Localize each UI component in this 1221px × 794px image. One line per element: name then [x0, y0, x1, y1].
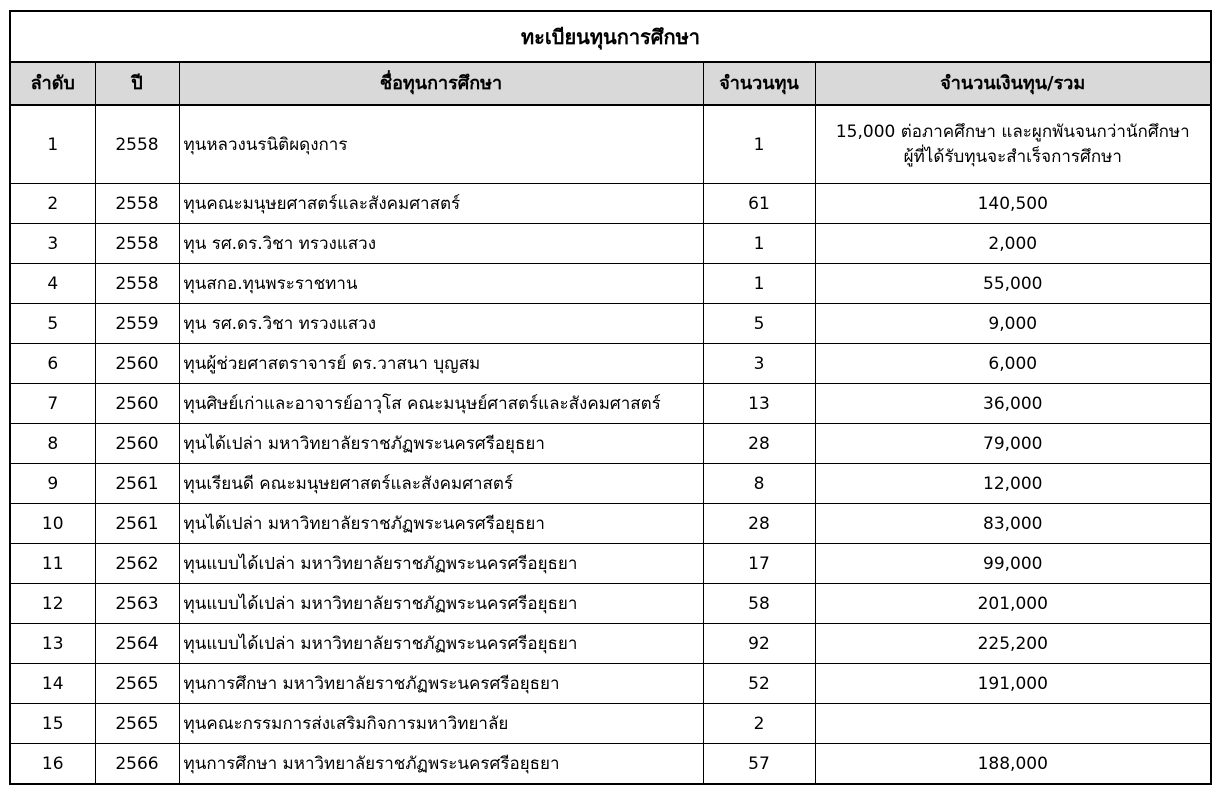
cell-count: 8 [703, 464, 815, 504]
column-header-name: ชื่อทุนการศึกษา [179, 62, 703, 105]
scholarship-register-sheet [9, 10, 1210, 785]
cell-count: 28 [703, 424, 815, 464]
cell-amount: 6,000 [815, 344, 1211, 384]
cell-amount: 188,000 [815, 744, 1211, 785]
cell-no: 10 [10, 504, 95, 544]
table-row [10, 264, 1211, 304]
cell-name: ทุนผู้ช่วยศาสตราจารย์ ดร.วาสนา บุญสม [179, 344, 703, 384]
cell-year: 2559 [95, 304, 179, 344]
cell-name: ทุน รศ.ดร.วิชา ทรวงแสวง [179, 224, 703, 264]
cell-amount: 9,000 [815, 304, 1211, 344]
cell-no: 14 [10, 664, 95, 704]
cell-year: 2558 [95, 264, 179, 304]
cell-name: ทุนคณะมนุษยศาสตร์และสังคมศาสตร์ [179, 184, 703, 224]
table-row [10, 504, 1211, 544]
cell-name: ทุนเรียนดี คณะมนุษยศาสตร์และสังคมศาสตร์ [179, 464, 703, 504]
cell-amount: 55,000 [815, 264, 1211, 304]
cell-name: ทุนศิษย์เก่าและอาจารย์อาวุโส คณะมนุษย์ศาสตร์และสังคมศาสตร์ [179, 384, 703, 424]
cell-count: 13 [703, 384, 815, 424]
cell-amount [815, 704, 1211, 744]
cell-amount: 36,000 [815, 384, 1211, 424]
table-header-row [10, 62, 1211, 105]
table-row [10, 184, 1211, 224]
scholarship-table [9, 10, 1212, 785]
cell-no: 4 [10, 264, 95, 304]
cell-count: 1 [703, 264, 815, 304]
cell-no: 13 [10, 624, 95, 664]
cell-count: 61 [703, 184, 815, 224]
cell-no: 16 [10, 744, 95, 785]
cell-name: ทุนหลวงนรนิติผดุงการ [179, 105, 703, 184]
cell-year: 2560 [95, 344, 179, 384]
column-header-count: จำนวนทุน [703, 62, 815, 105]
table-row [10, 664, 1211, 704]
cell-name: ทุนแบบได้เปล่า มหาวิทยาลัยราชภัฏพระนครศรีอยุธยา [179, 624, 703, 664]
cell-count: 58 [703, 584, 815, 624]
cell-year: 2561 [95, 504, 179, 544]
cell-no: 1 [10, 105, 95, 184]
cell-count: 5 [703, 304, 815, 344]
cell-amount: 191,000 [815, 664, 1211, 704]
cell-no: 11 [10, 544, 95, 584]
table-row [10, 384, 1211, 424]
cell-year: 2558 [95, 184, 179, 224]
cell-name: ทุนแบบได้เปล่า มหาวิทยาลัยราชภัฏพระนครศรีอยุธยา [179, 584, 703, 624]
cell-year: 2558 [95, 224, 179, 264]
table-row [10, 744, 1211, 785]
cell-amount: 2,000 [815, 224, 1211, 264]
cell-count: 17 [703, 544, 815, 584]
cell-name: ทุนคณะกรรมการส่งเสริมกิจการมหาวิทยาลัย [179, 704, 703, 744]
cell-count: 3 [703, 344, 815, 384]
cell-no: 9 [10, 464, 95, 504]
cell-name: ทุนสกอ.ทุนพระราชทาน [179, 264, 703, 304]
table-row [10, 344, 1211, 384]
cell-year: 2562 [95, 544, 179, 584]
cell-amount: 79,000 [815, 424, 1211, 464]
cell-amount: 225,200 [815, 624, 1211, 664]
table-row [10, 105, 1211, 184]
cell-no: 7 [10, 384, 95, 424]
cell-name: ทุนแบบได้เปล่า มหาวิทยาลัยราชภัฏพระนครศรีอยุธยา [179, 544, 703, 584]
cell-amount: 140,500 [815, 184, 1211, 224]
cell-no: 12 [10, 584, 95, 624]
table-row [10, 464, 1211, 504]
cell-count: 2 [703, 704, 815, 744]
table-row [10, 544, 1211, 584]
cell-count: 52 [703, 664, 815, 704]
cell-name: ทุน รศ.ดร.วิชา ทรวงแสวง [179, 304, 703, 344]
table-row [10, 424, 1211, 464]
table-title-row [10, 11, 1211, 62]
cell-no: 6 [10, 344, 95, 384]
cell-count: 92 [703, 624, 815, 664]
cell-year: 2563 [95, 584, 179, 624]
column-header-year: ปี [95, 62, 179, 105]
cell-count: 28 [703, 504, 815, 544]
cell-no: 8 [10, 424, 95, 464]
table-title: ทะเบียนทุนการศึกษา [10, 11, 1211, 62]
column-header-no: ลำดับ [10, 62, 95, 105]
cell-count: 1 [703, 224, 815, 264]
cell-amount: 201,000 [815, 584, 1211, 624]
cell-count: 57 [703, 744, 815, 785]
cell-amount: 83,000 [815, 504, 1211, 544]
cell-year: 2561 [95, 464, 179, 504]
cell-amount-line-1: 15,000 ต่อภาคศึกษา และผูกพันจนกว่านักศึกษา [835, 121, 1190, 142]
column-header-amount: จำนวนเงินทุน/รวม [815, 62, 1211, 105]
cell-year: 2564 [95, 624, 179, 664]
cell-amount: 12,000 [815, 464, 1211, 504]
cell-year: 2565 [95, 664, 179, 704]
cell-amount [815, 105, 1211, 184]
cell-no: 5 [10, 304, 95, 344]
table-row [10, 304, 1211, 344]
cell-year: 2565 [95, 704, 179, 744]
table-row [10, 224, 1211, 264]
cell-amount: 99,000 [815, 544, 1211, 584]
cell-year: 2558 [95, 105, 179, 184]
cell-year: 2566 [95, 744, 179, 785]
cell-year: 2560 [95, 424, 179, 464]
table-row [10, 624, 1211, 664]
cell-name: ทุนการศึกษา มหาวิทยาลัยราชภัฏพระนครศรีอยุธยา [179, 664, 703, 704]
cell-name: ทุนการศึกษา มหาวิทยาลัยราชภัฏพระนครศรีอยุธยา [179, 744, 703, 785]
cell-no: 15 [10, 704, 95, 744]
table-row [10, 584, 1211, 624]
cell-no: 2 [10, 184, 95, 224]
cell-no: 3 [10, 224, 95, 264]
cell-count: 1 [703, 105, 815, 184]
cell-amount-line-2: ผู้ที่ได้รับทุนจะสำเร็จการศึกษา [903, 146, 1122, 167]
cell-name: ทุนได้เปล่า มหาวิทยาลัยราชภัฏพระนครศรีอยุธยา [179, 424, 703, 464]
cell-year: 2560 [95, 384, 179, 424]
cell-name: ทุนได้เปล่า มหาวิทยาลัยราชภัฏพระนครศรีอยุธยา [179, 504, 703, 544]
table-row [10, 704, 1211, 744]
